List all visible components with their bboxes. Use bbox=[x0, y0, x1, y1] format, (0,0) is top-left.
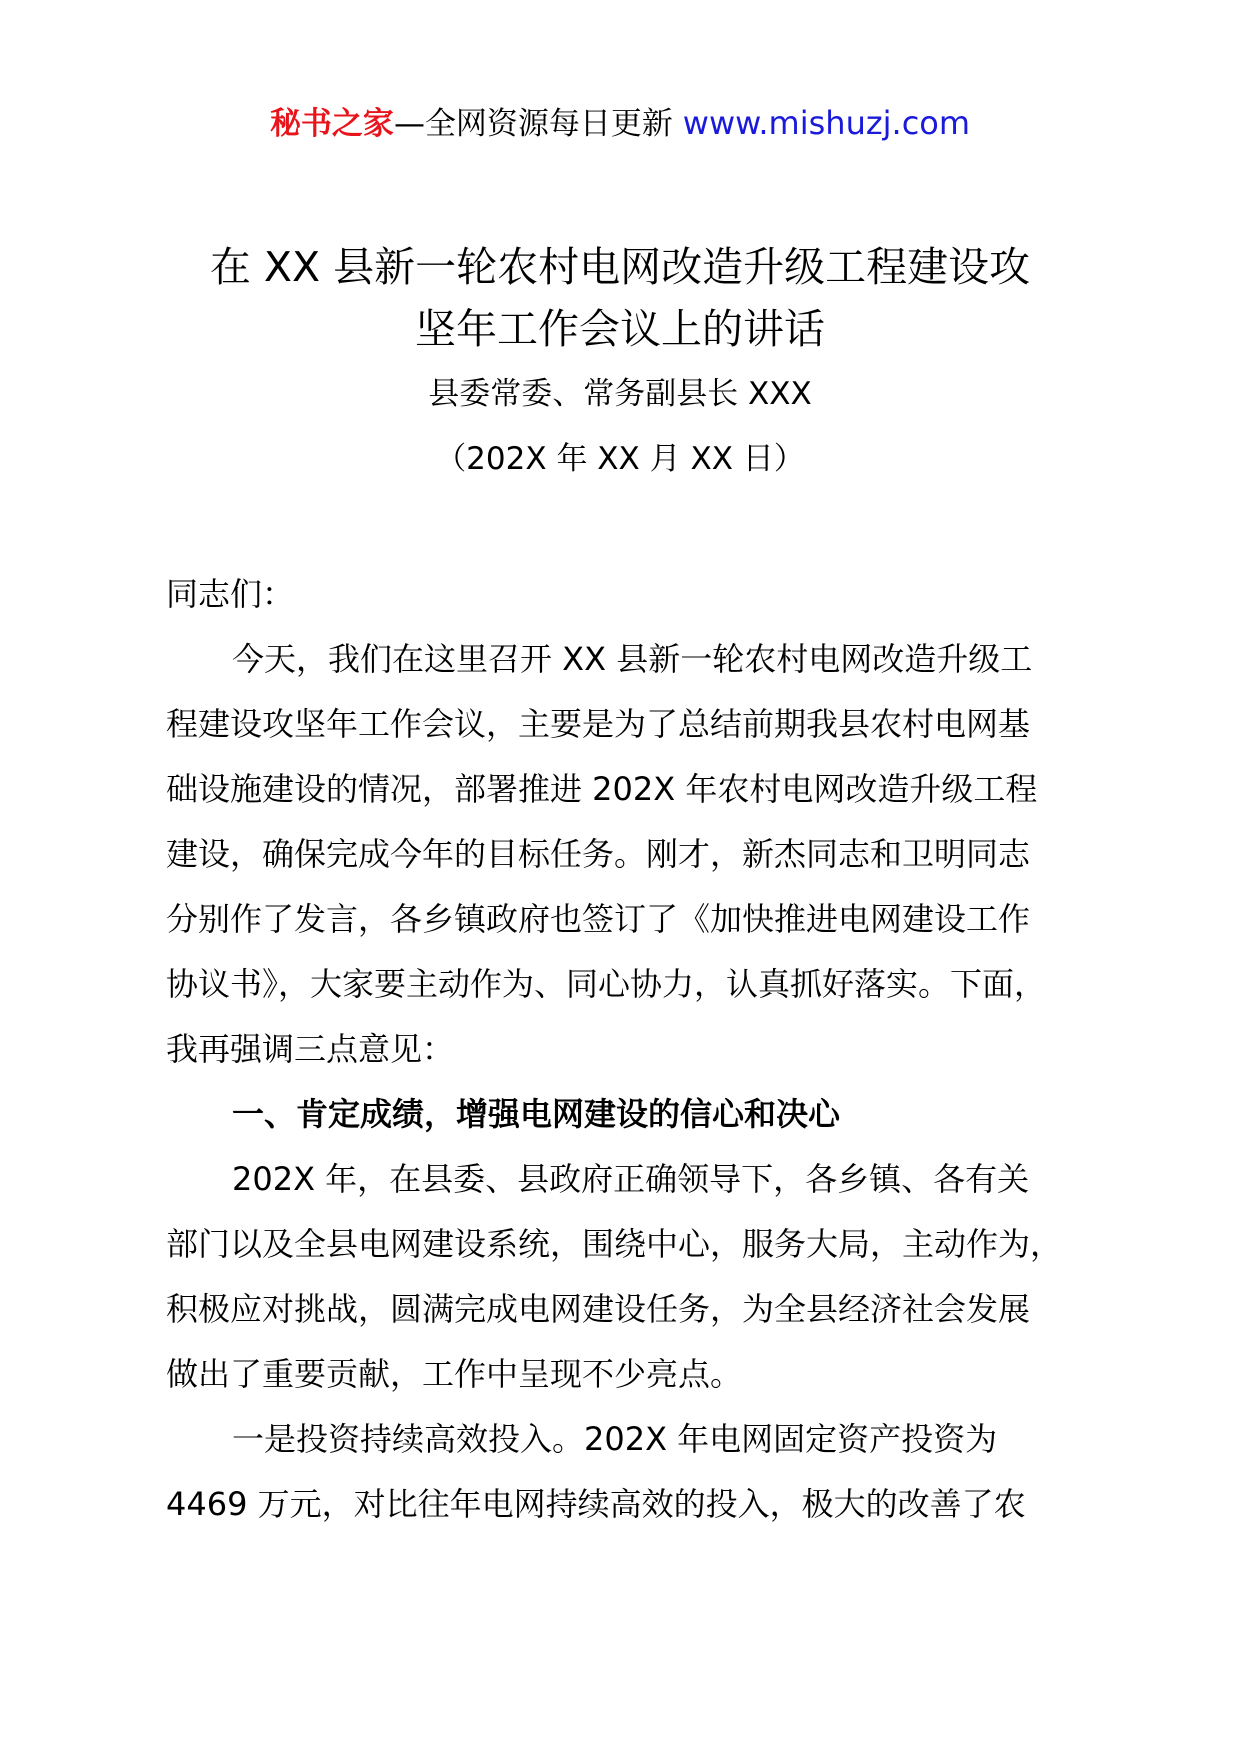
paragraph-line: 一是投资持续高效投入。202X 年电网固定资产投资为 bbox=[232, 1420, 998, 1458]
title-line-2: 坚年工作会议上的讲话 bbox=[415, 305, 825, 353]
brand-name: 秘书之家 bbox=[269, 106, 394, 142]
paragraph-line: 202X 年，在县委、县政府正确领导下，各乡镇、各有关 bbox=[232, 1160, 1030, 1198]
author-line: 县委常委、常务副县长 XXX bbox=[428, 376, 812, 412]
salutation: 同志们： bbox=[166, 575, 295, 613]
paragraph-line: 我再强调三点意见： bbox=[166, 1030, 455, 1068]
header-tagline: —全网资源每日更新 bbox=[393, 106, 673, 142]
document-title bbox=[120, 236, 1120, 360]
paragraph-line: 协议书》，大家要主动作为、同心协力，认真抓好落实。下面， bbox=[166, 965, 1047, 1003]
paragraph-line: 做出了重要贡献，工作中呈现不少亮点。 bbox=[166, 1355, 743, 1393]
paragraph-line: 部门以及全县电网建设系统，围绕中心，服务大局，主动作为， bbox=[166, 1225, 1063, 1263]
section-heading: 一、肯定成绩，增强电网建设的信心和决心 bbox=[232, 1095, 841, 1133]
paragraph-line: 4469 万元，对比往年电网持续高效的投入，极大的改善了农 bbox=[166, 1485, 1026, 1523]
date-line: （202X 年 XX 月 XX 日） bbox=[435, 441, 805, 477]
paragraph-line: 建设，确保完成今年的目标任务。刚才，新杰同志和卫明同志 bbox=[166, 835, 1031, 873]
paragraph-line: 今天，我们在这里召开 XX 县新一轮农村电网改造升级工 bbox=[232, 640, 1033, 678]
paragraph-line: 分别作了发言，各乡镇政府也签订了《加快推进电网建设工作 bbox=[166, 900, 1031, 938]
site-url-link[interactable]: www.mishuzj.com bbox=[682, 104, 971, 142]
paragraph-line: 础设施建设的情况，部署推进 202X 年农村电网改造升级工程 bbox=[166, 770, 1038, 808]
paragraph-line: 程建设攻坚年工作会议，主要是为了总结前期我县农村电网基 bbox=[166, 705, 1031, 743]
speech-body bbox=[166, 562, 1126, 1537]
paragraph-line: 积极应对挑战，圆满完成电网建设任务，为全县经济社会发展 bbox=[166, 1290, 1031, 1328]
title-line-1: 在 XX 县新一轮农村电网改造升级工程建设攻 bbox=[209, 243, 1031, 291]
site-header bbox=[0, 101, 1240, 146]
